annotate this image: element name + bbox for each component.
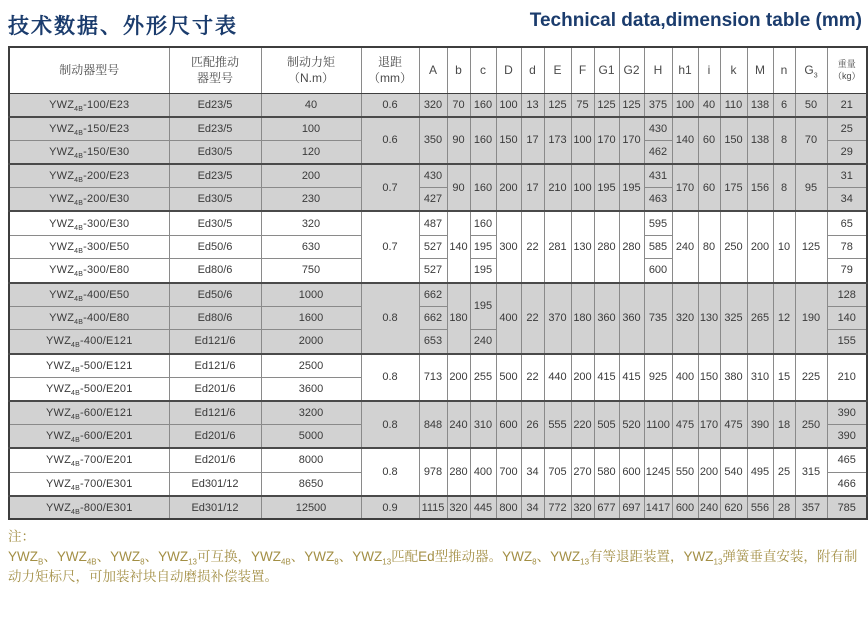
table-cell: 170 bbox=[672, 164, 698, 211]
table-cell: 848 bbox=[419, 401, 447, 448]
brake-model-cell: $YWZ_{4B}-700/E201$ bbox=[9, 448, 169, 472]
table-cell: 400 bbox=[470, 448, 496, 495]
table-cell: 250 bbox=[720, 211, 747, 282]
table-cell: 500 bbox=[496, 354, 521, 401]
brake-model-cell: $YWZ_{4B}-100/E23$ bbox=[9, 93, 169, 117]
table-cell: 15 bbox=[773, 354, 795, 401]
page-header bbox=[0, 0, 868, 46]
table-cell: 735 bbox=[644, 283, 672, 354]
table-cell: 120 bbox=[261, 140, 361, 164]
column-header: M bbox=[747, 47, 773, 93]
table-cell: 0.7 bbox=[361, 164, 419, 211]
table-cell: 34 bbox=[827, 188, 867, 212]
table-cell: 173 bbox=[544, 117, 571, 164]
table-cell: 160 bbox=[470, 117, 496, 164]
column-header: 制动力矩 （N.m） bbox=[261, 47, 361, 93]
table-cell: 357 bbox=[795, 496, 827, 520]
table-cell: 0.7 bbox=[361, 211, 419, 282]
table-cell: Ed30/5 bbox=[169, 188, 261, 212]
table-cell: 65 bbox=[827, 211, 867, 235]
table-cell: 156 bbox=[747, 164, 773, 211]
table-cell: 463 bbox=[644, 188, 672, 212]
table-cell: 31 bbox=[827, 164, 867, 188]
table-cell: 465 bbox=[827, 448, 867, 472]
brake-model-cell: $YWZ_{4B}-150/E23$ bbox=[9, 117, 169, 141]
note-body: $YWZ_B$、$YWZ_{4B}$、$YWZ_8$、$YWZ_{13}$可互换，$YWZ_{4B}$、$YWZ_8$、$YWZ_{13}$匹配Ed型推动器。$YWZ_8$、$YWZ_{13}$有等退距装置，$YWZ_{13}$弹簧垂直安装，附有制动力矩标尺，可加装衬块自动磨损补偿装置。 bbox=[8, 549, 858, 585]
table-cell: 8000 bbox=[261, 448, 361, 472]
table-cell: 585 bbox=[644, 235, 672, 259]
column-header: A bbox=[419, 47, 447, 93]
table-cell: 556 bbox=[747, 496, 773, 520]
table-cell: 26 bbox=[521, 401, 544, 448]
table-cell: 8650 bbox=[261, 472, 361, 496]
table-cell: 540 bbox=[720, 448, 747, 495]
table-cell: 415 bbox=[619, 354, 644, 401]
table-cell: 662 bbox=[419, 283, 447, 307]
table-cell: 80 bbox=[698, 211, 720, 282]
table-cell: 200 bbox=[747, 211, 773, 282]
table-cell: 95 bbox=[795, 164, 827, 211]
table-row bbox=[9, 401, 867, 425]
brake-model-cell: $YWZ_{4B}-500/E201$ bbox=[9, 377, 169, 401]
note-label: 注： bbox=[8, 529, 35, 545]
column-header: F bbox=[571, 47, 594, 93]
table-cell: 320 bbox=[672, 283, 698, 354]
table-cell: Ed80/6 bbox=[169, 306, 261, 330]
table-cell: 140 bbox=[672, 117, 698, 164]
table-cell: 600 bbox=[496, 401, 521, 448]
table-cell: 375 bbox=[644, 93, 672, 117]
table-cell: 130 bbox=[571, 211, 594, 282]
table-cell: 677 bbox=[594, 496, 619, 520]
table-cell: 800 bbox=[496, 496, 521, 520]
table-cell: 75 bbox=[571, 93, 594, 117]
table-cell: Ed80/6 bbox=[169, 259, 261, 283]
table-row bbox=[9, 354, 867, 378]
table-cell: 487 bbox=[419, 211, 447, 235]
table-cell: 925 bbox=[644, 354, 672, 401]
table-cell: 430 bbox=[644, 117, 672, 141]
table-cell: 180 bbox=[571, 283, 594, 354]
table-cell: 200 bbox=[261, 164, 361, 188]
table-cell: 300 bbox=[496, 211, 521, 282]
table-cell: 475 bbox=[672, 401, 698, 448]
table-cell: 240 bbox=[470, 330, 496, 354]
table-cell: 427 bbox=[419, 188, 447, 212]
table-cell: 138 bbox=[747, 117, 773, 164]
table-cell: 1600 bbox=[261, 306, 361, 330]
footnotes bbox=[8, 527, 858, 587]
table-cell: 1115 bbox=[419, 496, 447, 520]
table-row bbox=[9, 117, 867, 141]
table-cell: 0.6 bbox=[361, 117, 419, 164]
table-cell: 220 bbox=[571, 401, 594, 448]
table-cell: 320 bbox=[447, 496, 470, 520]
table-cell: 170 bbox=[594, 117, 619, 164]
table-cell: 662 bbox=[419, 306, 447, 330]
table-cell: 90 bbox=[447, 164, 470, 211]
table-cell: 466 bbox=[827, 472, 867, 496]
table-cell: 79 bbox=[827, 259, 867, 283]
column-header: 退距 （mm） bbox=[361, 47, 419, 93]
table-cell: 978 bbox=[419, 448, 447, 495]
table-cell: 390 bbox=[827, 425, 867, 449]
table-cell: 200 bbox=[571, 354, 594, 401]
table-cell: Ed121/6 bbox=[169, 354, 261, 378]
table-cell: 520 bbox=[619, 401, 644, 448]
table-cell: 195 bbox=[619, 164, 644, 211]
table-cell: 130 bbox=[698, 283, 720, 354]
table-cell: 17 bbox=[521, 117, 544, 164]
table-cell: 0.6 bbox=[361, 93, 419, 117]
table-cell: 390 bbox=[747, 401, 773, 448]
table-row bbox=[9, 93, 867, 117]
table-cell: 60 bbox=[698, 117, 720, 164]
column-header: G2 bbox=[619, 47, 644, 93]
column-header: H bbox=[644, 47, 672, 93]
table-cell: 415 bbox=[594, 354, 619, 401]
table-cell: 21 bbox=[827, 93, 867, 117]
table-cell: 28 bbox=[773, 496, 795, 520]
table-cell: 40 bbox=[698, 93, 720, 117]
table-cell: 34 bbox=[521, 496, 544, 520]
table-cell: 620 bbox=[720, 496, 747, 520]
table-row bbox=[9, 448, 867, 472]
table-cell: 320 bbox=[261, 211, 361, 235]
table-cell: 70 bbox=[447, 93, 470, 117]
column-header: i bbox=[698, 47, 720, 93]
table-cell: 240 bbox=[672, 211, 698, 282]
table-cell: Ed301/12 bbox=[169, 496, 261, 520]
column-header: E bbox=[544, 47, 571, 93]
table-cell: 140 bbox=[827, 306, 867, 330]
table-cell: 150 bbox=[720, 117, 747, 164]
table-cell: Ed301/12 bbox=[169, 472, 261, 496]
brake-model-cell: $YWZ_{4B}-400/E80$ bbox=[9, 306, 169, 330]
brake-model-cell: $YWZ_{4B}-800/E301$ bbox=[9, 496, 169, 520]
table-cell: 255 bbox=[470, 354, 496, 401]
table-row bbox=[9, 496, 867, 520]
table-cell: 25 bbox=[827, 117, 867, 141]
table-cell: 270 bbox=[571, 448, 594, 495]
table-cell: 70 bbox=[795, 117, 827, 164]
table-cell: 12 bbox=[773, 283, 795, 354]
table-cell: 180 bbox=[447, 283, 470, 354]
table-cell: 1100 bbox=[644, 401, 672, 448]
table-cell: 700 bbox=[496, 448, 521, 495]
table-cell: 475 bbox=[720, 401, 747, 448]
column-header: k bbox=[720, 47, 747, 93]
column-header: 制动器型号 bbox=[9, 47, 169, 93]
table-cell: 100 bbox=[496, 93, 521, 117]
brake-model-cell: $YWZ_{4B}-300/E30$ bbox=[9, 211, 169, 235]
table-cell: 200 bbox=[447, 354, 470, 401]
table-cell: 527 bbox=[419, 259, 447, 283]
table-cell: Ed23/5 bbox=[169, 93, 261, 117]
table-cell: Ed201/6 bbox=[169, 448, 261, 472]
table-cell: Ed30/5 bbox=[169, 140, 261, 164]
table-cell: 280 bbox=[447, 448, 470, 495]
brake-model-cell: $YWZ_{4B}-500/E121$ bbox=[9, 354, 169, 378]
column-header: h1 bbox=[672, 47, 698, 93]
table-cell: 310 bbox=[747, 354, 773, 401]
table-cell: Ed121/6 bbox=[169, 330, 261, 354]
table-cell: 125 bbox=[795, 211, 827, 282]
table-cell: 210 bbox=[544, 164, 571, 211]
table-cell: Ed121/6 bbox=[169, 401, 261, 425]
table-cell: 1417 bbox=[644, 496, 672, 520]
table-header bbox=[9, 47, 867, 93]
table-cell: 200 bbox=[698, 448, 720, 495]
table-cell: Ed201/6 bbox=[169, 377, 261, 401]
table-cell: 195 bbox=[470, 259, 496, 283]
table-cell: 0.8 bbox=[361, 354, 419, 401]
column-header: $G_3$ bbox=[795, 47, 827, 93]
table-cell: 527 bbox=[419, 235, 447, 259]
table-cell: 195 bbox=[594, 164, 619, 211]
table-cell: 3200 bbox=[261, 401, 361, 425]
table-cell: 600 bbox=[619, 448, 644, 495]
table-cell: 6 bbox=[773, 93, 795, 117]
table-cell: 225 bbox=[795, 354, 827, 401]
table-cell: 240 bbox=[698, 496, 720, 520]
table-cell: 100 bbox=[571, 117, 594, 164]
table-cell: 595 bbox=[644, 211, 672, 235]
table-cell: 430 bbox=[419, 164, 447, 188]
table-cell: 580 bbox=[594, 448, 619, 495]
table-cell: 138 bbox=[747, 93, 773, 117]
table-cell: 250 bbox=[795, 401, 827, 448]
brake-model-cell: $YWZ_{4B}-700/E301$ bbox=[9, 472, 169, 496]
table-cell: 90 bbox=[447, 117, 470, 164]
table-cell: 705 bbox=[544, 448, 571, 495]
table-cell: 8 bbox=[773, 117, 795, 164]
table-cell: 175 bbox=[720, 164, 747, 211]
column-header: d bbox=[521, 47, 544, 93]
column-header: G1 bbox=[594, 47, 619, 93]
table-row bbox=[9, 283, 867, 307]
brake-model-cell: $YWZ_{4B}-200/E23$ bbox=[9, 164, 169, 188]
table-cell: 431 bbox=[644, 164, 672, 188]
table-cell: 2500 bbox=[261, 354, 361, 378]
brake-model-cell: $YWZ_{4B}-600/E201$ bbox=[9, 425, 169, 449]
data-table bbox=[8, 46, 868, 520]
table-cell: 0.9 bbox=[361, 496, 419, 520]
table-cell: 8 bbox=[773, 164, 795, 211]
table-cell: 240 bbox=[447, 401, 470, 448]
table-cell: 281 bbox=[544, 211, 571, 282]
table-cell: 195 bbox=[470, 235, 496, 259]
table-cell: 160 bbox=[470, 93, 496, 117]
table-cell: 230 bbox=[261, 188, 361, 212]
table-cell: 22 bbox=[521, 211, 544, 282]
table-cell: 390 bbox=[827, 401, 867, 425]
table-cell: 280 bbox=[594, 211, 619, 282]
table-cell: 125 bbox=[594, 93, 619, 117]
table-cell: 462 bbox=[644, 140, 672, 164]
table-cell: 25 bbox=[773, 448, 795, 495]
table-cell: Ed50/6 bbox=[169, 235, 261, 259]
table-cell: 190 bbox=[795, 283, 827, 354]
table-cell: 18 bbox=[773, 401, 795, 448]
table-cell: 697 bbox=[619, 496, 644, 520]
brake-model-cell: $YWZ_{4B}-300/E80$ bbox=[9, 259, 169, 283]
table-cell: 110 bbox=[720, 93, 747, 117]
column-header: b bbox=[447, 47, 470, 93]
table-cell: 78 bbox=[827, 235, 867, 259]
table-cell: 315 bbox=[795, 448, 827, 495]
table-cell: 10 bbox=[773, 211, 795, 282]
brake-model-cell: $YWZ_{4B}-400/E121$ bbox=[9, 330, 169, 354]
table-cell: 140 bbox=[447, 211, 470, 282]
table-cell: 785 bbox=[827, 496, 867, 520]
table-cell: 22 bbox=[521, 283, 544, 354]
table-cell: 653 bbox=[419, 330, 447, 354]
table-cell: 195 bbox=[470, 283, 496, 330]
brake-model-cell: $YWZ_{4B}-400/E50$ bbox=[9, 283, 169, 307]
page-title-chinese: 技术数据、外形尺寸表 bbox=[8, 15, 238, 38]
table-cell: Ed50/6 bbox=[169, 283, 261, 307]
table-cell: 310 bbox=[470, 401, 496, 448]
table-cell: 3600 bbox=[261, 377, 361, 401]
table-cell: 50 bbox=[795, 93, 827, 117]
table-cell: 12500 bbox=[261, 496, 361, 520]
table-cell: 600 bbox=[644, 259, 672, 283]
brake-model-cell: $YWZ_{4B}-600/E121$ bbox=[9, 401, 169, 425]
table-cell: 2000 bbox=[261, 330, 361, 354]
table-cell: Ed201/6 bbox=[169, 425, 261, 449]
table-cell: 370 bbox=[544, 283, 571, 354]
table-cell: 34 bbox=[521, 448, 544, 495]
table-cell: 125 bbox=[544, 93, 571, 117]
table-cell: 400 bbox=[496, 283, 521, 354]
table-cell: 0.8 bbox=[361, 401, 419, 448]
table-cell: 0.8 bbox=[361, 448, 419, 495]
table-cell: 360 bbox=[619, 283, 644, 354]
table-cell: 495 bbox=[747, 448, 773, 495]
page-title-english: Technical data,dimension table (mm) bbox=[529, 10, 862, 31]
table-cell: Ed30/5 bbox=[169, 211, 261, 235]
table-cell: 505 bbox=[594, 401, 619, 448]
table-cell: 13 bbox=[521, 93, 544, 117]
table-cell: 772 bbox=[544, 496, 571, 520]
table-cell: 280 bbox=[619, 211, 644, 282]
table-cell: 210 bbox=[827, 354, 867, 401]
table-cell: 320 bbox=[419, 93, 447, 117]
table-cell: 400 bbox=[672, 354, 698, 401]
table-cell: 150 bbox=[698, 354, 720, 401]
table-cell: 5000 bbox=[261, 425, 361, 449]
table-cell: 350 bbox=[419, 117, 447, 164]
table-cell: 600 bbox=[672, 496, 698, 520]
table-cell: 22 bbox=[521, 354, 544, 401]
table-cell: 160 bbox=[470, 211, 496, 235]
table-cell: 630 bbox=[261, 235, 361, 259]
table-body bbox=[9, 93, 867, 519]
table-cell: 100 bbox=[672, 93, 698, 117]
table-cell: 550 bbox=[672, 448, 698, 495]
table-cell: 360 bbox=[594, 283, 619, 354]
brake-model-cell: $YWZ_{4B}-150/E30$ bbox=[9, 140, 169, 164]
column-header: c bbox=[470, 47, 496, 93]
table-cell: 750 bbox=[261, 259, 361, 283]
table-cell: 155 bbox=[827, 330, 867, 354]
table-cell: 320 bbox=[571, 496, 594, 520]
table-cell: 265 bbox=[747, 283, 773, 354]
column-header: n bbox=[773, 47, 795, 93]
table-cell: 440 bbox=[544, 354, 571, 401]
table-cell: 40 bbox=[261, 93, 361, 117]
table-row bbox=[9, 164, 867, 188]
table-row bbox=[9, 211, 867, 235]
column-header: 匹配推动 器型号 bbox=[169, 47, 261, 93]
table-cell: 17 bbox=[521, 164, 544, 211]
table-cell: 200 bbox=[496, 164, 521, 211]
brake-model-cell: $YWZ_{4B}-300/E50$ bbox=[9, 235, 169, 259]
table-cell: 100 bbox=[571, 164, 594, 211]
table-cell: 128 bbox=[827, 283, 867, 307]
table-cell: Ed23/5 bbox=[169, 164, 261, 188]
table-cell: 125 bbox=[619, 93, 644, 117]
table-cell: 1000 bbox=[261, 283, 361, 307]
column-header: 重量 （kg） bbox=[827, 47, 867, 93]
table-cell: 0.8 bbox=[361, 283, 419, 354]
table-cell: 170 bbox=[698, 401, 720, 448]
brake-model-cell: $YWZ_{4B}-200/E30$ bbox=[9, 188, 169, 212]
table-cell: 713 bbox=[419, 354, 447, 401]
table-cell: 29 bbox=[827, 140, 867, 164]
table-cell: Ed23/5 bbox=[169, 117, 261, 141]
table-cell: 100 bbox=[261, 117, 361, 141]
table-cell: 160 bbox=[470, 164, 496, 211]
column-header: D bbox=[496, 47, 521, 93]
table-cell: 1245 bbox=[644, 448, 672, 495]
table-cell: 445 bbox=[470, 496, 496, 520]
table-cell: 380 bbox=[720, 354, 747, 401]
table-cell: 60 bbox=[698, 164, 720, 211]
table-cell: 150 bbox=[496, 117, 521, 164]
table-cell: 555 bbox=[544, 401, 571, 448]
table-cell: 170 bbox=[619, 117, 644, 164]
table-cell: 325 bbox=[720, 283, 747, 354]
